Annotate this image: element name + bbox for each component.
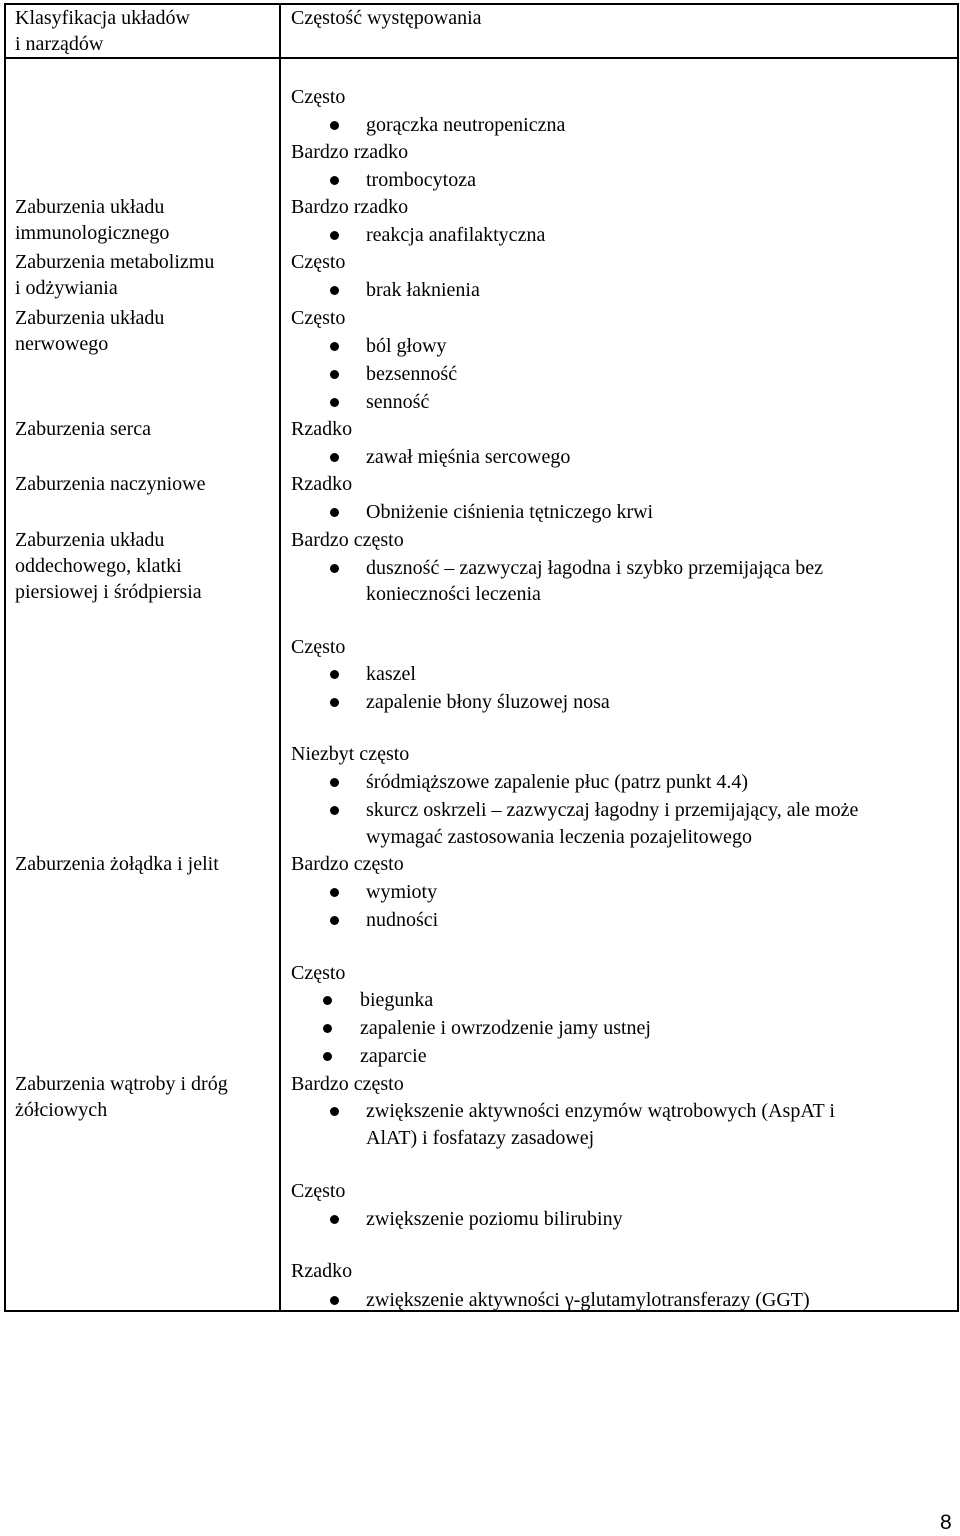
adverse-effect: bezsenność (366, 363, 458, 385)
adverse-effect: zapalenie i owrzodzenie jamy ustnej (360, 1017, 651, 1039)
bullet-icon (330, 806, 339, 815)
table-border-mid (279, 3, 281, 1312)
organ-resp-3: piersiowej i śródpiersia (15, 581, 202, 603)
organ-liver-1: Zaburzenia wątroby i dróg (15, 1073, 228, 1095)
frequency-label: Bardzo często (291, 1073, 404, 1095)
adverse-effect: biegunka (360, 989, 434, 1011)
frequency-label: Bardzo rzadko (291, 141, 409, 163)
adverse-effect: duszność – zazwyczaj łagodna i szybko przemijająca bez (366, 557, 824, 579)
adverse-effect: zwiększenie aktywności enzymów wątrobowych (AspAT i (366, 1100, 835, 1122)
bullet-icon (330, 398, 339, 407)
adverse-effect-continued: wymagać zastosowania leczenia pozajelitowego (366, 826, 752, 848)
adverse-effect-continued: konieczności leczenia (366, 583, 541, 605)
bullet-icon (330, 453, 339, 462)
adverse-effect-continued: AlAT) i fosfatazy zasadowej (366, 1127, 595, 1149)
frequency-label: Niezbyt często (291, 743, 410, 765)
bullet-icon (330, 1296, 339, 1305)
adverse-effect: ból głowy (366, 335, 447, 357)
bullet-icon (330, 370, 339, 379)
adverse-effect: skurcz oskrzeli – zazwyczaj łagodny i przemijający, ale może (366, 799, 859, 821)
organ-heart: Zaburzenia serca (15, 418, 152, 440)
organ-resp-2: oddechowego, klatki (15, 555, 182, 577)
bullet-icon (330, 1107, 339, 1116)
organ-nerv-2: nerwowego (15, 333, 109, 355)
table-border-right (957, 3, 959, 1312)
organ-immuno-1: Zaburzenia układu (15, 196, 165, 218)
frequency-label: Często (291, 86, 346, 108)
organ-immuno-2: immunologicznego (15, 222, 170, 244)
adverse-effect: Obniżenie ciśnienia tętniczego krwi (366, 501, 654, 523)
bullet-icon (330, 508, 339, 517)
organ-gi: Zaburzenia żołądka i jelit (15, 853, 219, 875)
organ-resp-1: Zaburzenia układu (15, 529, 165, 551)
bullet-icon (330, 231, 339, 240)
frequency-label: Bardzo często (291, 529, 404, 551)
adverse-effect: trombocytoza (366, 169, 476, 191)
bullet-icon (330, 888, 339, 897)
frequency-label: Bardzo rzadko (291, 196, 409, 218)
adverse-effect: śródmiąższowe zapalenie płuc (patrz punkt 4.4) (366, 771, 749, 793)
organ-vasc: Zaburzenia naczyniowe (15, 473, 206, 495)
frequency-label: Często (291, 251, 346, 273)
organ-metab-2: i odżywiania (15, 277, 118, 299)
frequency-label: Rzadko (291, 473, 353, 495)
table-border-left (4, 3, 6, 1312)
frequency-label: Często (291, 636, 346, 658)
bullet-icon (330, 778, 339, 787)
bullet-icon (330, 916, 339, 925)
bullet-icon (323, 1052, 332, 1061)
organ-nerv-1: Zaburzenia układu (15, 307, 165, 329)
adverse-effect: wymioty (366, 881, 438, 903)
frequency-label: Często (291, 307, 346, 329)
adverse-effect: zawał mięśnia sercowego (366, 446, 571, 468)
adverse-effect: kaszel (366, 663, 416, 685)
frequency-label: Rzadko (291, 418, 353, 440)
bullet-icon (330, 342, 339, 351)
organ-metab-1: Zaburzenia metabolizmu (15, 251, 215, 273)
adverse-effect: senność (366, 391, 430, 413)
frequency-label: Bardzo często (291, 853, 404, 875)
adverse-effect: brak łaknienia (366, 279, 480, 301)
adverse-effect: zwiększenie aktywności γ-glutamylotransferazy (GGT) (366, 1289, 810, 1311)
bullet-icon (330, 1215, 339, 1224)
bullet-icon (330, 670, 339, 679)
table-border-header (4, 57, 959, 59)
frequency-label: Często (291, 962, 346, 984)
adverse-effect: reakcja anafilaktyczna (366, 224, 546, 246)
adverse-effect: nudności (366, 909, 439, 931)
bullet-icon (330, 121, 339, 130)
adverse-effect: gorączka neutropeniczna (366, 114, 566, 136)
adverse-effect: zapalenie błony śluzowej nosa (366, 691, 610, 713)
bullet-icon (330, 176, 339, 185)
bullet-icon (330, 564, 339, 573)
header-frequency: Częstość występowania (291, 7, 482, 29)
bullet-icon (330, 286, 339, 295)
frequency-label: Rzadko (291, 1260, 353, 1282)
organ-liver-2: żółciowych (15, 1099, 108, 1121)
adverse-effect: zaparcie (360, 1045, 427, 1067)
bullet-icon (323, 996, 332, 1005)
adverse-effect: zwiększenie poziomu bilirubiny (366, 1208, 623, 1230)
bullet-icon (323, 1024, 332, 1033)
bullet-icon (330, 698, 339, 707)
frequency-label: Często (291, 1180, 346, 1202)
header-col1-line1: Klasyfikacja układów (15, 7, 190, 29)
page-number: 8 (940, 1511, 952, 1534)
header-col1-line2: i narządów (15, 33, 104, 55)
